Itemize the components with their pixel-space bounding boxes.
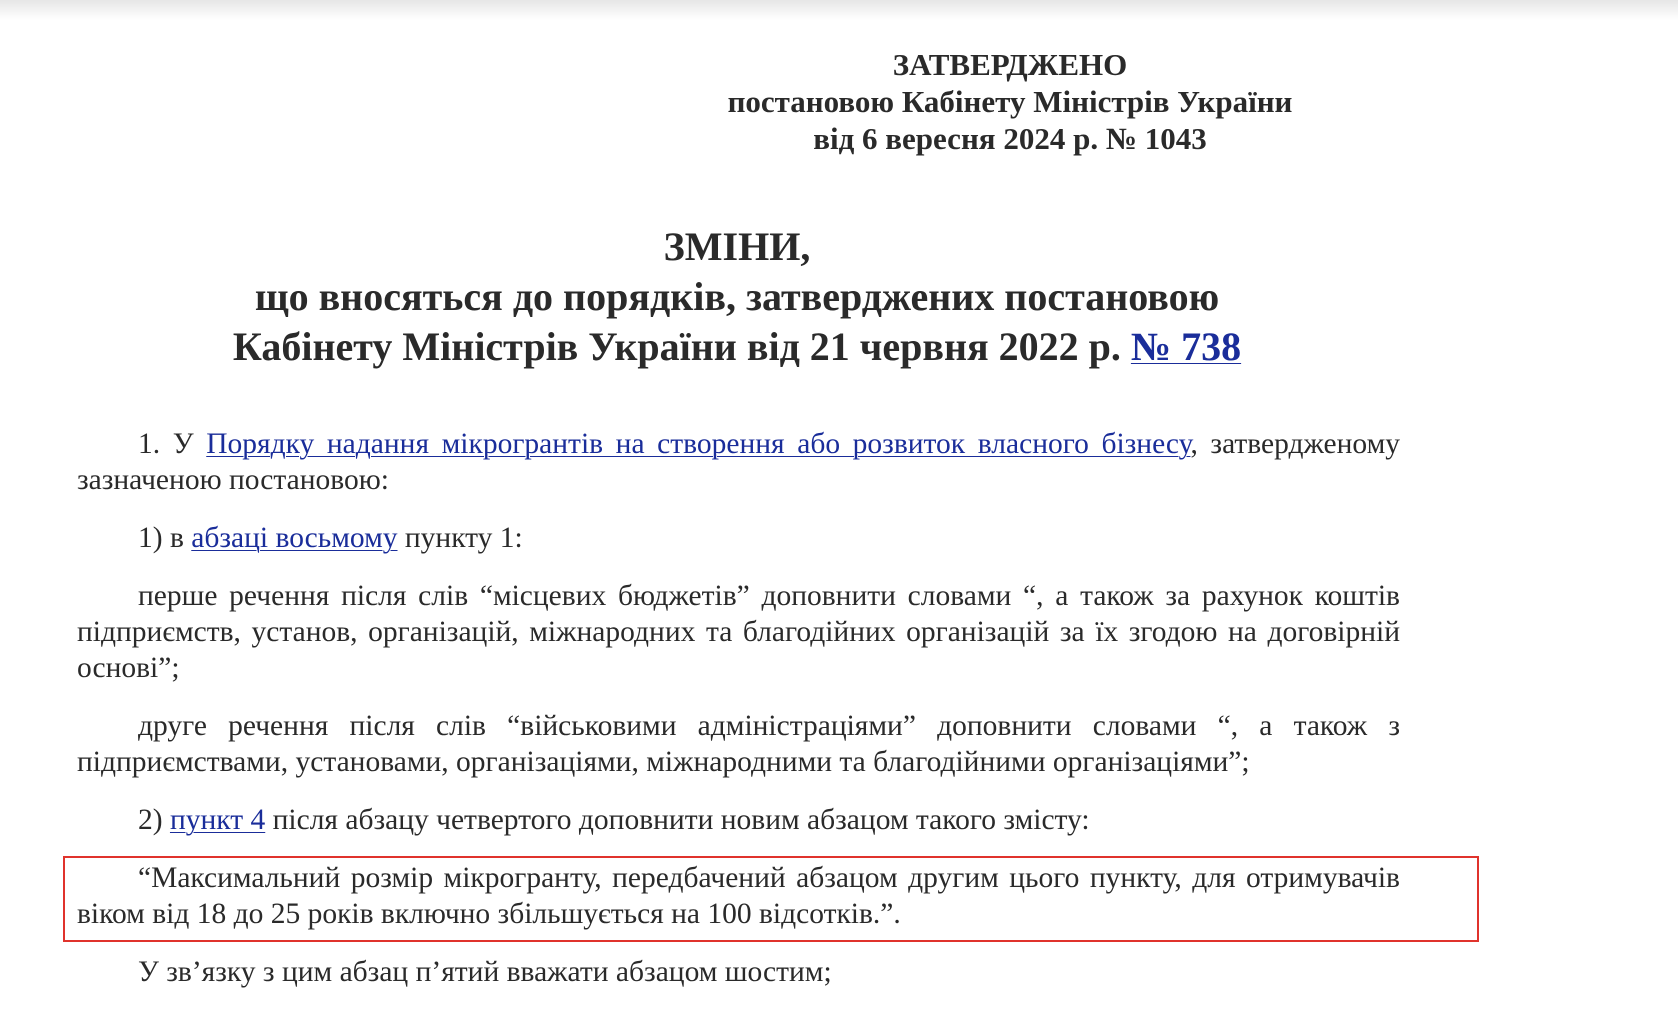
top-shadow [0, 0, 1678, 20]
paragraph-4: друге речення після слів “військовими адміністраціями” доповнити словами “, а також з підприємствами, установами, організаціями, міжнародними та благодійними організаціями”; [77, 710, 1400, 778]
paragraph-5-suffix: після абзацу четвертого доповнити новим абзацом такого змісту: [265, 804, 1090, 836]
document-heading [77, 222, 1397, 372]
item-4-link[interactable]: пункт 4 [169, 804, 266, 836]
paragraph-1-suffix: , затвердженому зазначеною постановою: [77, 428, 1400, 496]
paragraph-7: У зв’язку з цим абзац п’ятий вважати абзацом шостим; [138, 956, 832, 988]
approval-stamp [620, 46, 1400, 157]
paragraph-5 [77, 802, 1400, 838]
microgrant-procedure-link[interactable]: Порядку надання мікрогрантів на створення або розвиток власного бізнесу [206, 428, 1191, 460]
paragraph-5-prefix: 2) [138, 804, 170, 836]
paragraph-1 [77, 426, 1400, 498]
paragraph-2-prefix: 1) в [138, 522, 192, 554]
paragraph-6-quote: “Максимальний розмір мікрогранту, передбачений абзацом другим цього пункту, для отримувачів віком від 18 до 25 років включно збільшується на 100 відсотків.”. [77, 862, 1400, 930]
paragraph-3: перше речення після слів “місцевих бюджетів” доповнити словами “, а також за рахунок коштів підприємств, установ, організацій, міжнародних та благодійних організацій за їх згодою на договірній основі”; [77, 580, 1400, 684]
heading-title: ЗМІНИ, [663, 224, 811, 269]
highlight-box [63, 856, 1479, 942]
paragraph-2 [77, 520, 1400, 556]
paragraph-1-prefix: 1. У [138, 428, 207, 460]
heading-subtitle-line3 [77, 322, 1397, 372]
approval-title: ЗАТВЕРДЖЕНО [892, 47, 1128, 82]
paragraph-2-suffix: пункту 1: [397, 522, 523, 554]
approval-authority: постановою Кабінету Міністрів України [727, 84, 1293, 119]
approval-date: від 6 вересня 2024 р. № 1043 [813, 121, 1207, 156]
resolution-738-link[interactable]: № 738 [1130, 324, 1242, 369]
paragraph-eight-link[interactable]: абзаці восьмому [191, 522, 398, 554]
heading-subtitle: що вносяться до порядків, затверджених постановою [254, 274, 1220, 319]
heading-subtitle-text: Кабінету Міністрів України від 21 червня 2022 р. [232, 324, 1131, 369]
